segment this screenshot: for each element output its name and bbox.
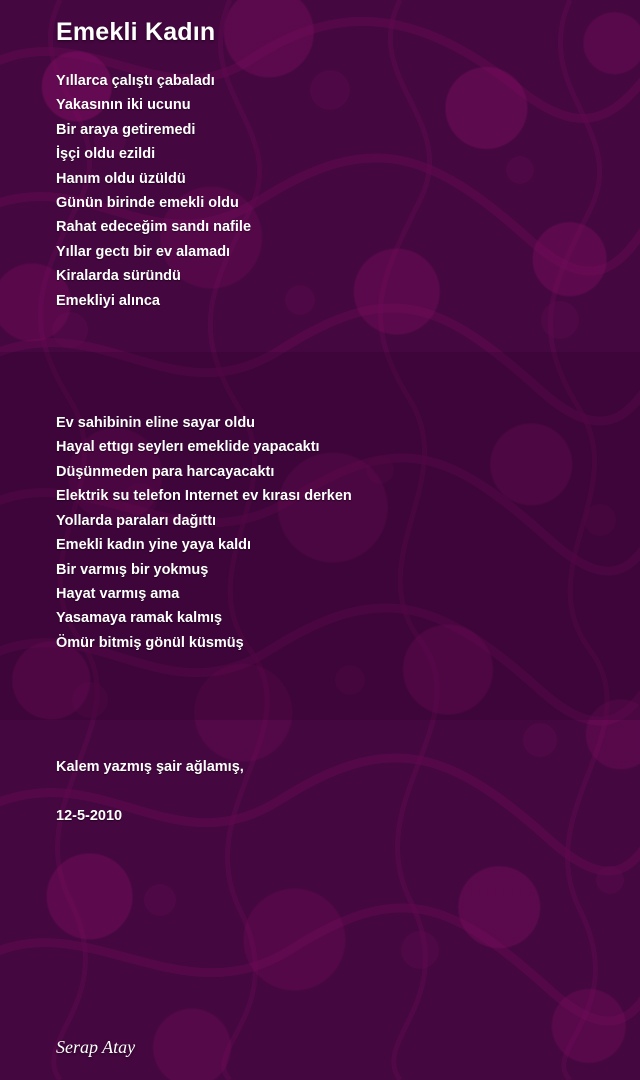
poem-line: Emekliyi alınca: [56, 292, 160, 309]
author-name: Serap Atay: [56, 1037, 136, 1057]
poem-line: Bir araya getiremedi: [56, 121, 196, 138]
poem-date: [56, 804, 640, 828]
stanza-1: [56, 69, 640, 313]
poem-line: Yıllar gectı bir ev alamadı: [56, 243, 231, 260]
poem-line: Hayat varmış ama: [56, 585, 180, 602]
poem-line: Yasamaya ramak kalmış: [56, 610, 223, 627]
poem-line: Emekli kadın yine yaya kaldı: [56, 537, 252, 554]
stanza-separator: [56, 655, 640, 755]
poem-line: Günün birinde emekli oldu: [56, 195, 239, 212]
stanza-3: [56, 755, 640, 779]
poem-line: Düşünmeden para harcayacaktı: [56, 463, 275, 480]
poem-line: Elektrik su telefon Internet ev kırası derken: [56, 488, 352, 505]
poem-line: Rahat edeceğim sandı nafile: [56, 219, 252, 236]
poem-line: Ev sahibinin eline sayar oldu: [56, 415, 256, 432]
poem-line: Yollarda paraları dağıttı: [56, 512, 217, 529]
poem-line: Ömür bitmiş gönül küsmüş: [56, 634, 244, 651]
stanza-separator: [56, 780, 640, 804]
poem-line: İşçi oldu ezildi: [56, 146, 156, 163]
page-title: Emekli Kadın: [56, 18, 216, 46]
poem-line: 12-5-2010: [56, 807, 123, 824]
poem-line: Yakasının iki ucunu: [56, 97, 191, 114]
stanza-separator: [56, 313, 640, 411]
poem-line: Hanım oldu üzüldü: [56, 170, 186, 187]
poem-line: Kiralarda süründü: [56, 268, 181, 285]
stanza-2: [56, 411, 640, 655]
poem-line: Bir varmış bir yokmuş: [56, 561, 209, 578]
poem-line: Kalem yazmış şair ağlamış,: [56, 759, 244, 776]
poem-line: Yıllarca çalıştı çabaladı: [56, 73, 215, 89]
poem-line: Hayal ettıgı seylerı emeklide yapacaktı: [56, 439, 320, 456]
